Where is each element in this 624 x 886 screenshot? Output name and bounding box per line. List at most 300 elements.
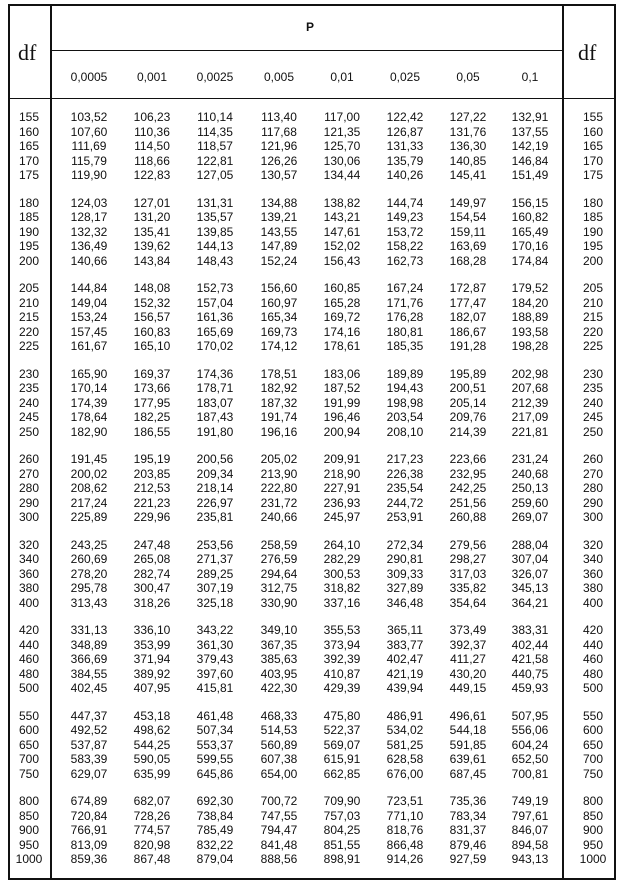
value-cell: 130,57	[260, 168, 298, 182]
p-level-header: 0,001	[136, 70, 168, 84]
value-cell: 137,55	[511, 124, 549, 139]
value-cell: 818,76	[386, 823, 424, 837]
value-cell: 209,34	[196, 466, 234, 481]
value-cell: 537,87	[70, 737, 108, 752]
value-cell: 169,72	[323, 310, 361, 324]
df-cell-right: 850	[582, 808, 604, 823]
df-cell-right: 650	[582, 737, 604, 752]
value-cell: 804,25	[323, 823, 361, 837]
value-cell: 240,68	[511, 466, 549, 481]
df-cell-right: 280	[582, 481, 604, 495]
value-cell: 200,56	[196, 452, 234, 466]
value-cell: 128,17	[70, 210, 108, 224]
value-cell: 117,00	[324, 110, 360, 124]
value-cell: 218,14	[196, 481, 234, 495]
value-cell: 735,36	[449, 794, 487, 808]
value-cell: 151,49	[511, 168, 549, 182]
value-cell: 244,72	[386, 495, 424, 510]
value-cell: 160,82	[511, 210, 549, 224]
value-cell: 402,44	[511, 637, 549, 652]
value-cell: 122,42	[386, 110, 424, 124]
value-cell: 144,74	[386, 195, 424, 210]
value-cell: 182,07	[449, 310, 487, 324]
value-cell: 163,69	[449, 239, 487, 253]
value-cell: 615,91	[323, 752, 361, 766]
value-cell: 349,10	[260, 623, 298, 637]
table-frame	[8, 4, 616, 880]
value-cell: 250,13	[511, 481, 549, 495]
df-header-right: df	[578, 40, 597, 65]
value-cell: 728,26	[133, 808, 171, 823]
df-cell-left: 480	[18, 666, 40, 681]
value-cell: 194,43	[386, 381, 424, 395]
df-cell-left: 215	[18, 310, 40, 324]
df-cell-right: 260	[582, 452, 604, 466]
value-cell: 114,50	[134, 139, 170, 153]
value-cell: 628,58	[386, 752, 424, 766]
value-cell: 355,53	[323, 623, 361, 637]
df-cell-left: 200	[18, 253, 40, 268]
value-cell: 114,35	[197, 124, 233, 139]
value-cell: 203,54	[386, 410, 424, 424]
value-cell: 258,59	[260, 537, 298, 552]
value-cell: 136,49	[70, 239, 108, 253]
value-cell: 165,34	[260, 310, 298, 324]
df-cell-right: 230	[582, 366, 604, 381]
value-cell: 402,45	[70, 681, 108, 695]
df-cell-left: 400	[18, 595, 40, 610]
df-cell-left: 185	[18, 210, 40, 224]
value-cell: 832,22	[196, 837, 234, 852]
value-cell: 182,90	[70, 424, 108, 439]
value-cell: 131,33	[386, 139, 424, 153]
value-cell: 402,47	[386, 652, 424, 666]
value-cell: 106,23	[133, 110, 171, 124]
value-cell: 348,89	[70, 637, 108, 652]
df-cell-left: 550	[18, 708, 40, 723]
df-cell-right: 215	[582, 310, 604, 324]
df-cell-left: 205	[18, 281, 40, 295]
value-cell: 131,20	[133, 210, 171, 224]
value-cell: 943,13	[511, 852, 549, 866]
value-cell: 189,89	[386, 366, 424, 381]
value-cell: 127,01	[133, 195, 171, 210]
value-cell: 264,10	[323, 537, 361, 552]
df-cell-right: 270	[582, 466, 604, 481]
value-cell: 198,28	[511, 339, 549, 353]
value-cell: 140,26	[386, 168, 424, 182]
value-cell: 214,39	[449, 424, 487, 439]
value-cell: 232,95	[449, 466, 487, 481]
value-cell: 253,91	[386, 510, 424, 524]
df-cell-right: 600	[582, 723, 604, 737]
value-cell: 178,61	[323, 339, 361, 353]
value-cell: 888,56	[260, 852, 298, 866]
p-level-header: 0,01	[330, 70, 354, 84]
value-cell: 604,24	[511, 737, 549, 752]
value-cell: 138,82	[323, 195, 361, 210]
value-cell: 226,97	[196, 495, 234, 510]
value-cell: 841,48	[260, 837, 298, 852]
value-cell: 430,20	[449, 666, 487, 681]
value-cell: 279,56	[449, 537, 487, 552]
value-cell: 110,14	[197, 110, 233, 124]
value-cell: 156,15	[511, 195, 549, 210]
value-cell: 411,27	[450, 652, 486, 666]
value-cell: 135,41	[133, 224, 171, 239]
df-cell-left: 180	[18, 195, 40, 210]
value-cell: 422,30	[260, 681, 298, 695]
value-cell: 240,66	[260, 510, 298, 524]
value-cell: 160,85	[323, 281, 361, 295]
value-cell: 639,61	[449, 752, 487, 766]
df-cell-right: 300	[582, 510, 604, 524]
value-cell: 289,25	[196, 566, 234, 581]
value-cell: 326,07	[511, 566, 549, 581]
value-cell: 217,24	[70, 495, 108, 510]
df-cell-right: 235	[582, 381, 604, 395]
value-cell: 553,37	[196, 737, 234, 752]
df-cell-left: 340	[18, 552, 40, 566]
value-cell: 337,16	[323, 595, 361, 610]
value-cell: 384,55	[70, 666, 108, 681]
value-cell: 127,22	[449, 110, 487, 124]
value-cell: 170,16	[511, 239, 549, 253]
df-cell-right: 195	[582, 239, 604, 253]
value-cell: 700,72	[260, 794, 298, 808]
value-cell: 160,83	[133, 324, 171, 339]
value-cell: 687,45	[449, 766, 487, 781]
value-cell: 242,25	[449, 481, 487, 495]
value-cell: 193,58	[511, 324, 549, 339]
df-cell-left: 170	[18, 153, 40, 168]
value-cell: 208,62	[70, 481, 108, 495]
value-cell: 208,10	[386, 424, 424, 439]
value-cell: 709,90	[323, 794, 361, 808]
value-cell: 367,35	[260, 637, 298, 652]
value-cell: 407,95	[133, 681, 171, 695]
df-cell-right: 240	[582, 395, 604, 410]
p-level-header: 0,05	[456, 70, 480, 84]
value-cell: 331,13	[70, 623, 108, 637]
value-cell: 126,26	[260, 153, 298, 168]
value-cell: 191,80	[196, 424, 234, 439]
value-cell: 152,24	[260, 253, 298, 268]
value-cell: 162,73	[386, 253, 424, 268]
value-cell: 449,15	[449, 681, 487, 695]
value-cell: 187,52	[323, 381, 361, 395]
df-cell-left: 290	[18, 495, 40, 510]
value-cell: 134,88	[260, 195, 298, 210]
df-cell-left: 1000	[15, 852, 43, 866]
value-cell: 111,69	[71, 139, 107, 153]
value-cell: 235,81	[196, 510, 234, 524]
value-cell: 468,33	[260, 708, 298, 723]
value-cell: 392,37	[449, 637, 487, 652]
value-cell: 153,72	[386, 224, 424, 239]
df-cell-left: 750	[18, 766, 40, 781]
value-cell: 170,14	[70, 381, 108, 395]
value-cell: 346,48	[386, 595, 424, 610]
value-cell: 361,30	[196, 637, 234, 652]
df-cell-right: 180	[582, 195, 604, 210]
value-cell: 186,67	[449, 324, 487, 339]
value-cell: 152,02	[323, 239, 361, 253]
value-cell: 453,18	[133, 708, 171, 723]
value-cell: 183,06	[323, 366, 361, 381]
value-cell: 205,02	[260, 452, 298, 466]
value-cell: 121,35	[323, 124, 361, 139]
value-cell: 700,81	[511, 766, 549, 781]
df-cell-right: 500	[582, 681, 604, 695]
value-cell: 209,91	[323, 452, 361, 466]
value-cell: 176,28	[386, 310, 424, 324]
df-cell-left: 460	[18, 652, 40, 666]
df-cell-right: 250	[582, 424, 604, 439]
value-cell: 145,41	[449, 168, 487, 182]
value-cell: 195,19	[133, 452, 171, 466]
value-cell: 879,46	[449, 837, 487, 852]
value-cell: 172,87	[449, 281, 487, 295]
value-cell: 221,81	[511, 424, 549, 439]
value-cell: 223,66	[449, 452, 487, 466]
value-cell: 182,92	[260, 381, 298, 395]
value-cell: 143,21	[323, 210, 361, 224]
value-cell: 231,24	[511, 452, 549, 466]
value-cell: 222,80	[260, 481, 298, 495]
value-cell: 336,10	[133, 623, 171, 637]
value-cell: 196,46	[323, 410, 361, 424]
df-cell-left: 280	[18, 481, 40, 495]
value-cell: 410,87	[323, 666, 361, 681]
value-cell: 429,39	[323, 681, 361, 695]
df-cell-right: 225	[582, 339, 604, 353]
value-cell: 235,54	[386, 481, 424, 495]
value-cell: 174,36	[196, 366, 234, 381]
value-cell: 205,14	[449, 395, 487, 410]
value-cell: 174,12	[260, 339, 298, 353]
value-cell: 343,22	[196, 623, 234, 637]
value-cell: 140,66	[70, 253, 108, 268]
df-cell-right: 460	[582, 652, 604, 666]
value-cell: 139,62	[133, 239, 171, 253]
value-cell: 143,55	[260, 224, 298, 239]
value-cell: 127,05	[196, 168, 234, 182]
value-cell: 191,99	[323, 395, 361, 410]
df-cell-left: 240	[18, 395, 40, 410]
df-cell-left: 175	[18, 168, 40, 182]
value-cell: 236,93	[323, 495, 361, 510]
df-cell-right: 700	[582, 752, 604, 766]
value-cell: 107,60	[70, 124, 108, 139]
value-cell: 174,16	[323, 324, 361, 339]
value-cell: 165,28	[323, 295, 361, 310]
value-cell: 156,43	[323, 253, 361, 268]
value-cell: 383,31	[511, 623, 549, 637]
value-cell: 354,64	[449, 595, 487, 610]
value-cell: 113,40	[261, 110, 297, 124]
value-cell: 110,36	[134, 124, 170, 139]
value-cell: 723,51	[386, 794, 424, 808]
value-cell: 927,59	[449, 852, 487, 866]
df-cell-left: 800	[18, 794, 40, 808]
value-cell: 158,22	[386, 239, 424, 253]
value-cell: 209,76	[449, 410, 487, 424]
df-cell-right: 360	[582, 566, 604, 581]
df-cell-left: 230	[18, 366, 40, 381]
value-cell: 135,57	[196, 210, 234, 224]
value-cell: 385,63	[260, 652, 298, 666]
value-cell: 149,97	[449, 195, 487, 210]
value-cell: 738,84	[196, 808, 234, 823]
value-cell: 383,77	[386, 637, 424, 652]
df-cell-left: 320	[18, 537, 40, 552]
value-cell: 259,60	[511, 495, 549, 510]
p-level-header: 0,005	[263, 70, 295, 84]
value-cell: 200,51	[449, 381, 487, 395]
value-cell: 191,45	[70, 452, 108, 466]
value-cell: 914,26	[386, 852, 424, 866]
value-cell: 492,52	[70, 723, 108, 737]
df-cell-right: 155	[582, 110, 604, 124]
df-cell-right: 420	[582, 623, 604, 637]
value-cell: 785,49	[196, 823, 234, 837]
value-cell: 365,11	[387, 623, 423, 637]
value-cell: 294,64	[260, 566, 298, 581]
value-cell: 366,69	[70, 652, 108, 666]
value-cell: 184,20	[511, 295, 549, 310]
value-cell: 167,24	[386, 281, 424, 295]
value-cell: 569,07	[323, 737, 361, 752]
value-cell: 132,32	[70, 224, 108, 239]
value-cell: 599,55	[196, 752, 234, 766]
df-cell-right: 160	[582, 124, 604, 139]
value-cell: 130,06	[323, 153, 361, 168]
value-cell: 146,84	[511, 153, 549, 168]
value-cell: 191,28	[449, 339, 487, 353]
value-cell: 139,21	[260, 210, 298, 224]
value-cell: 272,34	[386, 537, 424, 552]
value-cell: 229,96	[133, 510, 171, 524]
value-cell: 345,13	[511, 581, 549, 595]
value-cell: 168,28	[449, 253, 487, 268]
value-cell: 867,48	[133, 852, 171, 866]
value-cell: 879,04	[196, 852, 234, 866]
value-cell: 119,90	[71, 168, 107, 182]
value-cell: 459,93	[511, 681, 549, 695]
df-cell-right: 185	[582, 210, 604, 224]
df-cell-left: 600	[18, 723, 40, 737]
df-cell-left: 235	[18, 381, 40, 395]
value-cell: 170,02	[196, 339, 234, 353]
value-cell: 898,91	[323, 852, 361, 866]
value-cell: 247,48	[133, 537, 171, 552]
value-cell: 161,36	[196, 310, 234, 324]
df-cell-left: 850	[18, 808, 40, 823]
value-cell: 461,48	[196, 708, 234, 723]
value-cell: 307,04	[511, 552, 549, 566]
value-cell: 165,10	[133, 339, 171, 353]
df-cell-right: 320	[582, 537, 604, 552]
value-cell: 514,53	[260, 723, 298, 737]
value-cell: 226,38	[386, 466, 424, 481]
value-cell: 851,55	[323, 837, 361, 852]
value-cell: 397,60	[196, 666, 234, 681]
value-cell: 174,84	[511, 253, 549, 268]
value-cell: 144,84	[70, 281, 108, 295]
df-cell-right: 190	[582, 224, 604, 239]
df-header-left: df	[18, 40, 37, 65]
value-cell: 300,47	[133, 581, 171, 595]
df-cell-right: 750	[582, 766, 604, 781]
value-cell: 183,07	[196, 395, 234, 410]
value-cell: 131,76	[449, 124, 487, 139]
df-cell-right: 340	[582, 552, 604, 566]
value-cell: 178,51	[260, 366, 298, 381]
value-cell: 212,39	[511, 395, 549, 410]
value-cell: 475,80	[323, 708, 361, 723]
value-cell: 125,70	[323, 139, 361, 153]
value-cell: 312,75	[260, 581, 298, 595]
p-header-divider	[50, 50, 562, 51]
value-cell: 317,03	[449, 566, 487, 581]
value-cell: 440,75	[511, 666, 549, 681]
value-cell: 217,23	[386, 452, 424, 466]
value-cell: 447,37	[70, 708, 108, 723]
value-cell: 187,43	[196, 410, 234, 424]
df-cell-left: 420	[18, 623, 40, 637]
df-cell-right: 205	[582, 281, 604, 295]
df-cell-right: 380	[582, 581, 604, 595]
value-cell: 225,89	[70, 510, 108, 524]
value-cell: 325,18	[196, 595, 234, 610]
value-cell: 330,90	[260, 595, 298, 610]
value-cell: 379,43	[196, 652, 234, 666]
value-cell: 178,64	[70, 410, 108, 424]
value-cell: 260,69	[70, 552, 108, 566]
value-cell: 846,07	[511, 823, 549, 837]
df-cell-left: 165	[18, 139, 40, 153]
value-cell: 662,85	[323, 766, 361, 781]
value-cell: 534,02	[386, 723, 424, 737]
value-cell: 134,44	[323, 168, 361, 182]
df-cell-left: 250	[18, 424, 40, 439]
value-cell: 154,54	[449, 210, 487, 224]
value-cell: 581,25	[386, 737, 424, 752]
df-cell-left: 440	[18, 637, 40, 652]
value-cell: 288,04	[511, 537, 549, 552]
value-cell: 544,18	[449, 723, 487, 737]
value-cell: 747,55	[260, 808, 298, 823]
df-cell-right: 950	[582, 837, 604, 852]
value-cell: 118,66	[134, 153, 170, 168]
value-cell: 142,19	[511, 139, 549, 153]
value-cell: 200,02	[70, 466, 108, 481]
value-cell: 307,19	[196, 581, 234, 595]
value-cell: 115,79	[71, 153, 107, 168]
df-cell-right: 290	[582, 495, 604, 510]
value-cell: 783,34	[449, 808, 487, 823]
value-cell: 771,10	[386, 808, 424, 823]
df-cell-right: 200	[582, 253, 604, 268]
value-cell: 245,97	[323, 510, 361, 524]
value-cell: 149,23	[386, 210, 424, 224]
value-cell: 165,90	[70, 366, 108, 381]
value-cell: 415,81	[196, 681, 234, 695]
df-cell-right: 800	[582, 794, 604, 808]
value-cell: 212,53	[133, 481, 171, 495]
value-cell: 276,59	[260, 552, 298, 566]
